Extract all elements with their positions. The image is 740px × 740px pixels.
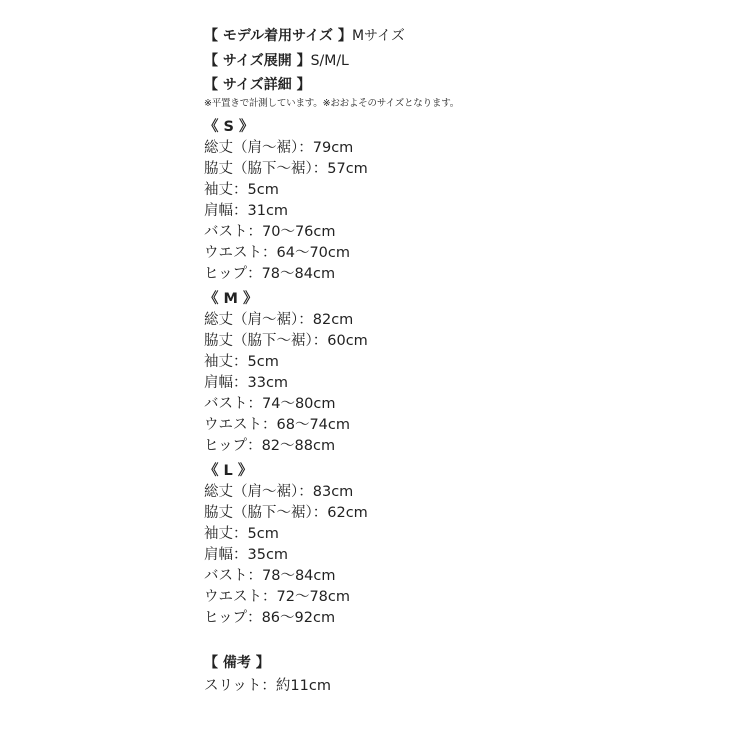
- size-s-heading: 《 S 》: [204, 119, 254, 135]
- size-l-row: 袖丈：5cm: [204, 526, 279, 542]
- size-l-heading: 《 L 》: [204, 463, 253, 479]
- model-size-line: [204, 26, 405, 46]
- size-l-row: 脇丈（脇下〜裾）：62cm: [204, 505, 368, 521]
- size-s-row: ヒップ：78〜84cm: [204, 266, 336, 282]
- size-detail-line: [204, 75, 311, 95]
- size-detail-label: 【 サイズ詳細 】: [204, 77, 311, 93]
- size-s-row: 総丈（肩〜裾）：79cm: [204, 140, 354, 156]
- size-l-row: ウエスト：72〜78cm: [204, 589, 350, 605]
- size-l-row: ヒップ：86〜92cm: [204, 610, 336, 626]
- measurement-note: ※平置きで計測しています。※おおよそのサイズとなります。: [204, 98, 460, 109]
- size-m-row: ウエスト：68〜74cm: [204, 417, 350, 433]
- remarks-text: スリット：約11cm: [204, 678, 331, 694]
- remarks-heading: [204, 653, 270, 673]
- size-m-heading: 《 M 》: [204, 291, 258, 307]
- size-l-row: バスト：78〜84cm: [204, 568, 336, 584]
- size-m-row: バスト：74〜80cm: [204, 396, 336, 412]
- size-m-row: 脇丈（脇下〜裾）：60cm: [204, 333, 368, 349]
- size-s-row: 肩幅：31cm: [204, 203, 289, 219]
- size-s-row: 脇丈（脇下〜裾）：57cm: [204, 161, 368, 177]
- size-range-label: 【 サイズ展開 】: [204, 53, 311, 69]
- size-range-line: [204, 51, 349, 71]
- size-m-row: 袖丈：5cm: [204, 354, 279, 370]
- size-m-row: 肩幅：33cm: [204, 375, 289, 391]
- size-m-row: 総丈（肩〜裾）：82cm: [204, 312, 354, 328]
- size-s-row: ウエスト：64〜70cm: [204, 245, 350, 261]
- size-l-row: 肩幅：35cm: [204, 547, 289, 563]
- size-s-row: 袖丈：5cm: [204, 182, 279, 198]
- size-m-row: ヒップ：82〜88cm: [204, 438, 336, 454]
- model-size-label: 【 モデル着用サイズ 】: [204, 28, 352, 44]
- size-l-row: 総丈（肩〜裾）：83cm: [204, 484, 354, 500]
- model-size-value: Mサイズ: [351, 28, 405, 44]
- size-range-value: S/M/L: [310, 53, 349, 69]
- size-s-row: バスト：70〜76cm: [204, 224, 336, 240]
- remarks-label: 【 備考 】: [204, 655, 270, 671]
